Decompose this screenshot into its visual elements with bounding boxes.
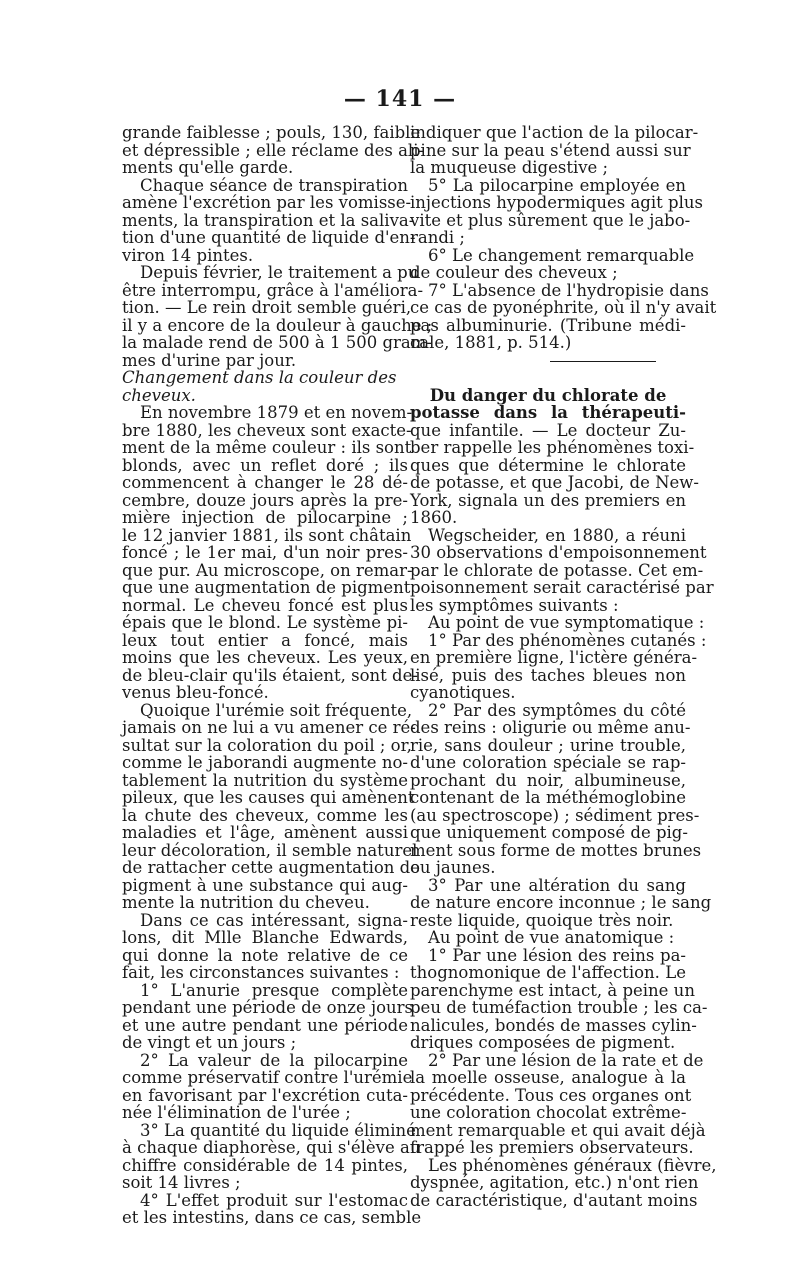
- text-line: que uniquement composé de pig-: [410, 823, 688, 842]
- text-line: de nature encore inconnue ; le sang: [410, 893, 712, 912]
- text-line: et les intestins, dans ce cas, semble: [122, 1208, 422, 1227]
- text-line: la muqueuse digestive ;: [410, 158, 609, 177]
- text-line: que infantile. — Le docteur Zu-: [410, 420, 686, 440]
- text-line: de potasse, et que Jacobi, de New-: [410, 473, 699, 492]
- text-line: Au point de vue symptomatique :: [428, 613, 705, 632]
- text-line: née l'élimination de l'urée ;: [122, 1103, 351, 1122]
- text-line: venus bleu-foncé.: [122, 683, 269, 702]
- text-line: poisonnement serait caractérisé par: [410, 578, 714, 597]
- section-heading-line: Du danger du chlorate de: [429, 385, 667, 405]
- text-line: comme préservatif contre l'urémie: [122, 1068, 413, 1087]
- text-line: pendant une période de onze jours: [122, 998, 413, 1017]
- blank-line: [410, 369, 686, 387]
- text-line: 2° Par des symptômes du côté: [428, 700, 686, 720]
- text-line: pas albuminurie. (Tribune médi-: [410, 315, 686, 335]
- text-line: de caractéristique, d'autant moins: [410, 1190, 698, 1210]
- text-line: de bleu-clair qu'ils étaient, sont de-: [122, 665, 418, 685]
- text-line: ques que détermine le chlorate: [410, 455, 686, 475]
- text-line: randi ;: [410, 228, 465, 247]
- text-line: tion d'une quantité de liquide d'en-: [122, 228, 416, 247]
- text-line: frappé les premiers observateurs.: [410, 1138, 694, 1157]
- text-line: ce cas de pyonéphrite, où il n'y avait: [410, 298, 717, 317]
- text-line: la malade rend de 500 à 1 500 gram-: [122, 333, 432, 352]
- text-line: tion. — Le rein droit semble guéri,: [122, 298, 412, 317]
- text-line: En novembre 1879 et en novem-: [140, 403, 413, 422]
- text-line: et dépressible ; elle réclame des ali-: [122, 140, 425, 160]
- text-line: à chaque diaphorèse, qui s'élève au: [122, 1138, 421, 1157]
- text-line: vite et plus sûrement que le jabo-: [410, 210, 691, 230]
- text-line: Au point de vue anatomique :: [428, 928, 675, 947]
- text-line: 5° La pilocarpine employée en: [428, 175, 686, 195]
- text-line: et une autre pendant une période: [122, 1015, 408, 1035]
- text-line: ber rappelle les phénomènes toxi-: [410, 438, 695, 457]
- text-line: 2° La valeur de la pilocarpine: [140, 1050, 408, 1070]
- text-line: les symptômes suivants :: [410, 595, 619, 615]
- text-line: cale, 1881, p. 514.): [410, 333, 572, 352]
- text-line: pine sur la peau s'étend aussi sur: [410, 140, 691, 160]
- text-line: nalicules, bondés de masses cylin-: [410, 1015, 697, 1035]
- text-line: viron 14 pintes.: [122, 245, 254, 265]
- text-line: contenant de la méthémoglobine: [410, 788, 686, 807]
- text-line: maladies et l'âge, amènent aussi: [122, 823, 408, 842]
- text-line: sultat sur la coloration du poil ; or,: [122, 735, 412, 755]
- text-line: cembre, douze jours après la pre-: [122, 490, 408, 510]
- text-line: Wegscheider, en 1880, a réuni: [428, 525, 686, 545]
- text-line: une coloration chocolat extrême-: [410, 1103, 687, 1122]
- text-line: (au spectroscope) ; sédiment pres-: [410, 805, 700, 825]
- text-line: peu de tuméfaction trouble ; les ca-: [410, 998, 708, 1017]
- text-line: lons, dit Mlle Blanche Edwards,: [122, 928, 408, 947]
- text-line: Chaque séance de transpiration: [140, 175, 408, 195]
- text-line: ment de la même couleur : ils sont: [122, 438, 412, 457]
- text-line: le 12 janvier 1881, ils sont châtain: [122, 525, 412, 545]
- text-line: mière injection de pilocarpine ;: [122, 508, 408, 527]
- text-line: lisé, puis des taches bleues non: [410, 665, 686, 685]
- text-line: chiffre considérable de 14 pintes,: [122, 1155, 408, 1175]
- text-line: soit 14 livres ;: [122, 1173, 241, 1192]
- text-line: des reins : oligurie ou même anu-: [410, 718, 691, 737]
- text-line: cyanotiques.: [410, 683, 516, 702]
- text-line: ou jaunes.: [410, 858, 496, 877]
- text-line: 1° Par des phénomènes cutanés :: [428, 630, 707, 650]
- text-line: ment remarquable et qui avait déjà: [410, 1120, 706, 1140]
- text-line: en première ligne, l'ictère généra-: [410, 648, 698, 667]
- text-line: la moelle osseuse, analogue à la: [410, 1068, 686, 1087]
- text-line: leux tout entier a foncé, mais: [122, 630, 408, 650]
- text-line: reste liquide, quoique très noir.: [410, 910, 674, 930]
- text-line: ment sous forme de mottes brunes: [410, 840, 702, 860]
- text-line: il y a encore de la douleur à gauche ;: [122, 315, 433, 335]
- text-line: 3° Par une altération du sang: [428, 875, 686, 895]
- text-line: foncé ; le 1er mai, d'un noir pres-: [122, 543, 408, 562]
- text-line: parenchyme est intact, à peine un: [410, 980, 695, 1000]
- text-line: 6° Le changement remarquable: [428, 245, 695, 265]
- text-line: 2° Par une lésion de la rate et de: [428, 1050, 704, 1070]
- text-line: thognomonique de l'affection. Le: [410, 963, 686, 982]
- right-column: [410, 123, 717, 1210]
- text-line: qui donne la note relative de ce: [122, 945, 408, 965]
- text-line: commencent à changer le 28 dé-: [122, 473, 408, 492]
- text-line: ments qu'elle garde.: [122, 158, 294, 177]
- text-line: leur décoloration, il semble naturel: [122, 840, 418, 860]
- text-line: Dans ce cas intéressant, signa-: [140, 910, 408, 930]
- left-column: [122, 123, 433, 1227]
- text-line: 3° La quantité du liquide éliminé: [140, 1120, 416, 1140]
- text-line: fait, les circonstances suivantes :: [122, 963, 400, 982]
- text-line: prochant du noir, albumineuse,: [410, 770, 686, 790]
- text-line: mes d'urine par jour.: [122, 350, 297, 370]
- text-line: grande faiblesse ; pouls, 130, faible: [122, 123, 421, 142]
- text-line: blonds, avec un reflet doré ; ils: [122, 455, 408, 475]
- text-line: précédente. Tous ces organes ont: [410, 1085, 692, 1105]
- text-line: 1860.: [410, 508, 458, 527]
- text-line: driques composées de pigment.: [410, 1033, 676, 1052]
- text-line: être interrompu, grâce à l'améliora-: [122, 280, 424, 300]
- text-line: 1° Par une lésion des reins pa-: [428, 945, 686, 965]
- text-line: Quoique l'urémie soit fréquente,: [140, 700, 413, 720]
- text-line: indiquer que l'action de la pilocar-: [410, 123, 699, 142]
- text-line: de vingt et un jours ;: [122, 1033, 297, 1052]
- text-line: que pur. Au microscope, on remar-: [122, 560, 413, 580]
- text-line: d'une coloration spéciale se rap-: [410, 753, 686, 772]
- text-line: moins que les cheveux. Les yeux,: [122, 648, 408, 667]
- text-line: Depuis février, le traitement a pu: [140, 263, 419, 282]
- text-line: dyspnée, agitation, etc.) n'ont rien: [410, 1173, 699, 1192]
- text-line: normal. Le cheveu foncé est plus: [122, 595, 408, 615]
- section-divider: [410, 352, 686, 370]
- text-line: York, signala un des premiers en: [410, 490, 686, 510]
- text-line: Les phénomènes généraux (fièvre,: [428, 1155, 717, 1175]
- text-line: de couleur des cheveux ;: [410, 263, 618, 282]
- text-line: cheveux.: [122, 385, 196, 405]
- text-line: la chute des cheveux, comme les: [122, 805, 408, 825]
- text-line: pigment à une substance qui aug-: [122, 875, 408, 895]
- text-line: épais que le blond. Le système pi-: [122, 613, 408, 632]
- text-line: en favorisant par l'excrétion cuta-: [122, 1085, 408, 1105]
- text-line: Changement dans la couleur des: [122, 368, 397, 387]
- text-line: de rattacher cette augmentation de: [122, 858, 421, 877]
- text-line: bre 1880, les cheveux sont exacte-: [122, 420, 412, 440]
- text-line: pileux, que les causes qui amènent: [122, 788, 415, 807]
- page-number: — 141 —: [343, 86, 457, 112]
- text-line: que une augmentation de pigment: [122, 578, 411, 597]
- text-line: injections hypodermiques agit plus: [410, 193, 703, 212]
- text-line: 1° L'anurie presque complète: [140, 980, 408, 1000]
- text-line: jamais on ne lui a vu amener ce ré-: [122, 718, 416, 737]
- text-line: tablement la nutrition du système: [122, 770, 408, 790]
- text-line: comme le jaborandi augmente no-: [122, 753, 408, 772]
- text-line: 7° L'absence de l'hydropisie dans: [428, 280, 709, 300]
- text-line: amène l'excrétion par les vomisse-: [122, 193, 412, 212]
- text-line: ments, la transpiration et la saliva-: [122, 210, 415, 230]
- text-line: par le chlorate de potasse. Cet em-: [410, 560, 704, 580]
- text-line: rie, sans douleur ; urine trouble,: [410, 735, 686, 755]
- text-line: 30 observations d'empoisonnement: [410, 543, 707, 562]
- text-line: 4° L'effet produit sur l'estomac: [140, 1190, 408, 1210]
- section-heading-line: potasse dans la thérapeuti-: [410, 403, 686, 422]
- text-line: mente la nutrition du cheveu.: [122, 893, 370, 912]
